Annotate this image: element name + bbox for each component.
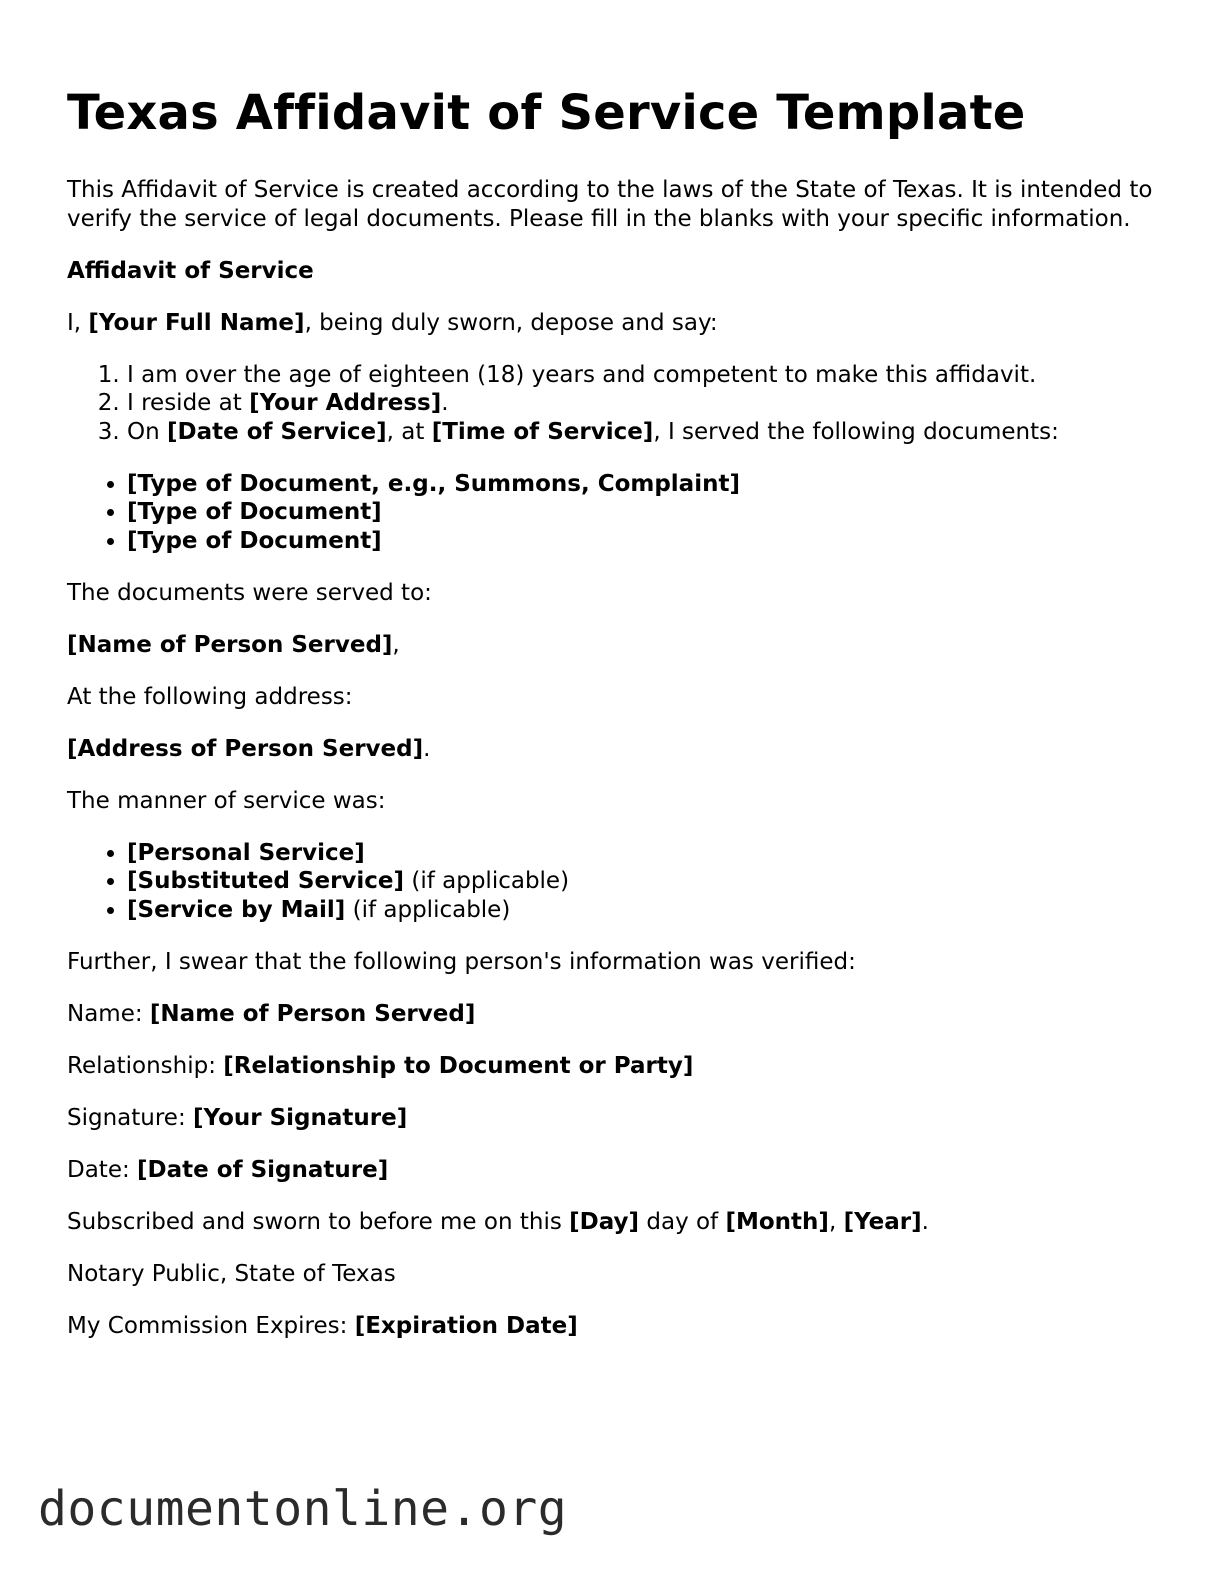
list-item: • [Type of Document, e.g., Summons, Complaint] <box>127 470 1187 499</box>
watermark: documentonline.org <box>38 1481 568 1537</box>
numbered-statements <box>67 361 1187 447</box>
notary-line: Notary Public, State of Texas <box>67 1260 396 1287</box>
date-of-service-placeholder: [Date of Service] <box>167 418 387 445</box>
list-item: • [Substituted Service] (if applicable) <box>127 867 1187 896</box>
list-item: • [Type of Document] <box>127 498 1187 527</box>
signature-field: Signature: [Your Signature] <box>67 1104 408 1131</box>
jurat-line: Subscribed and sworn to before me on this [Day] day of [Month], [Year]. <box>67 1208 929 1235</box>
relationship-field: Relationship: [Relationship to Document or Party] <box>67 1052 694 1079</box>
full-name-placeholder: [Your Full Name] <box>88 309 305 336</box>
page-title: Texas Affidavit of Service Template <box>67 85 1026 141</box>
person-served-placeholder: [Name of Person Served] <box>67 631 393 658</box>
list-item: • [Personal Service] <box>127 839 1187 868</box>
person-served-line: [Name of Person Served], <box>67 631 400 658</box>
date-field: Date: [Date of Signature] <box>67 1156 389 1183</box>
address-label: At the following address: <box>67 683 353 710</box>
address-served-line: [Address of Person Served]. <box>67 735 431 762</box>
statement-residence: 2. I reside at [Your Address]. <box>127 389 1187 418</box>
manner-label: The manner of service was: <box>67 787 386 814</box>
list-item: • [Type of Document] <box>127 527 1187 556</box>
intro-paragraph: This Affidavit of Service is created according to the laws of the State of Texas. It is intended to verify the service of legal documents. Please fill in the blanks with your specific information. <box>67 177 1153 232</box>
section-heading: Affidavit of Service <box>67 257 314 284</box>
name-field: Name: [Name of Person Served] <box>67 1000 476 1027</box>
time-of-service-placeholder: [Time of Service] <box>431 418 654 445</box>
served-to-label: The documents were served to: <box>67 579 432 606</box>
list-item: • [Service by Mail] (if applicable) <box>127 896 1187 925</box>
documents-list <box>67 470 1187 556</box>
document-page <box>67 84 1187 1364</box>
statement-service: 3. On [Date of Service], at [Time of Service], I served the following documents: <box>127 418 1187 447</box>
statement-age: 1. I am over the age of eighteen (18) years and competent to make this affidavit. <box>127 361 1187 390</box>
commission-line: My Commission Expires: [Expiration Date] <box>67 1312 578 1339</box>
manner-list <box>67 839 1187 925</box>
address-placeholder: [Your Address] <box>249 390 442 416</box>
verification-statement: Further, I swear that the following person's information was verified: <box>67 948 856 975</box>
address-served-placeholder: [Address of Person Served] <box>67 735 424 762</box>
opening-statement: I, [Your Full Name], being duly sworn, depose and say: <box>67 309 718 336</box>
